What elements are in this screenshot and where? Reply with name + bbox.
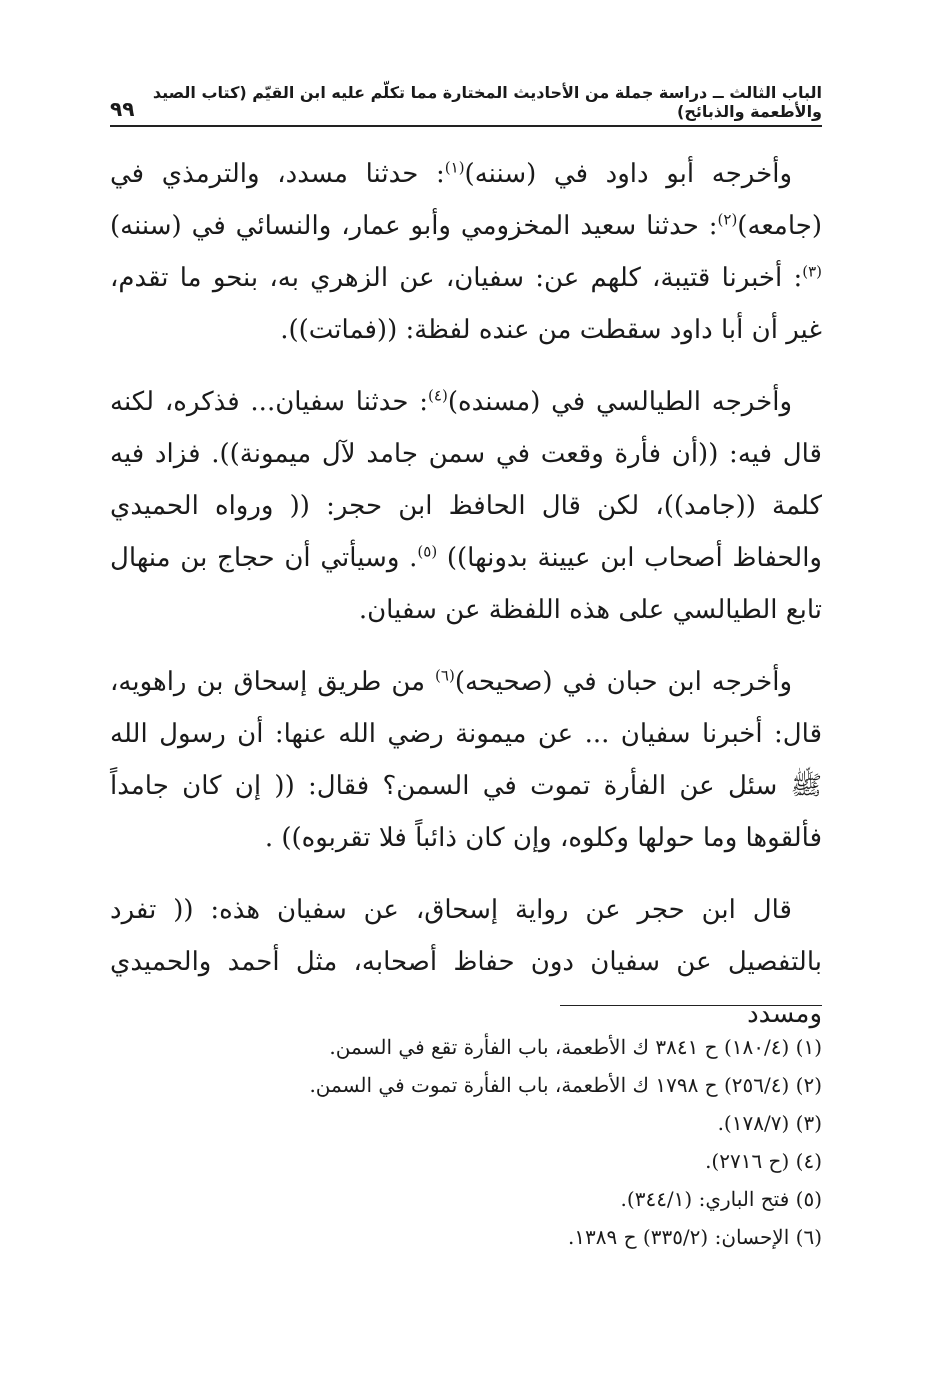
page-number: ٩٩ (110, 97, 135, 121)
footnote-2: (٢) (٢٥٦/٤) ح ١٧٩٨ ك الأطعمة، باب الفأرة تموت في السمن. (309, 1073, 822, 1097)
footnote-reference: (٢) (717, 210, 738, 229)
footnote-5: (٥) فتح الباري: (٣٤٤/١). (620, 1187, 822, 1211)
text-segment: من طريق إسحاق بن راهويه، قال: أخبرنا سفيان ... عن ميمونة رضي الله عنها: أن رسول الله ﷺ سئل عن الفأرة تموت في السمن؟ فقال: (( إن كان جامداً فألقوها وما حولها وكلوه، وإن كان ذائباً فلا تقربوه)) . (110, 667, 822, 853)
footnote-1: (١) (١٨٠/٤) ح ٣٨٤١ ك الأطعمة، باب الفأرة تقع في السمن. (329, 1035, 822, 1059)
text-segment: قال ابن حجر عن رواية إسحاق، عن سفيان هذه: (( تفرد بالتفصيل عن سفيان دون حفاظ أصحابه، مثل أحمد والحميدي ومسدد (110, 895, 822, 1029)
footnote-4: (٤) (ح ٢٧١٦). (705, 1149, 822, 1173)
footnote-reference: (٣) (802, 262, 822, 281)
footnote-reference: (١) (444, 158, 465, 177)
text-segment: وأخرجه ابن حبان في (صحيحه) (454, 667, 792, 697)
footnote-divider (560, 1005, 822, 1006)
text-segment: : حدثنا سعيد المخزومي وأبو عمار، والنسائي في (سننه) (110, 211, 718, 241)
text-segment: : حدثنا سفيان... فذكره، لكنه قال فيه: ((أن فأرة وقعت في سمن جامد لآل ميمونة)). فزاد فيه كلمة ((جامد))، لكن قال الحافظ ابن حجر: (( ورواه الحميدي والحفاظ أصحاب ابن عيينة بدونها)) (110, 387, 822, 573)
footnote-6: (٦) الإحسان: (٣٣٥/٢) ح ١٣٨٩. (567, 1225, 822, 1249)
paragraph (110, 148, 822, 356)
chapter-title: الباب الثالث ــ دراسة جملة من الأحاديث المختارة مما تكلّم عليه ابن القيّم (كتاب الصيد والأطعمة والذبائح) (152, 83, 822, 121)
running-header (110, 83, 822, 127)
footnote-reference: (٦) (435, 666, 455, 685)
footnote-reference: (٥) (417, 542, 438, 561)
paragraph (110, 656, 822, 864)
text-segment: . وسيأتي أن حجاج بن منهال تابع الطيالسي على هذه اللفظة عن سفيان. (110, 543, 822, 625)
paragraph (110, 376, 822, 636)
text-segment: وأخرجه الطيالسي في (مسنده) (447, 387, 793, 417)
text-segment: : حدثنا مسدد، والترمذي في (جامعه) (110, 159, 822, 241)
footnote-reference: (٤) (428, 386, 448, 405)
footnote-3: (٣) (١٧٨/٧). (717, 1111, 822, 1135)
text-segment: وأخرجه أبو داود في (سننه) (464, 159, 792, 189)
text-segment: : أخبرنا قتيبة، كلهم عن: سفيان، عن الزهري به، بنحو ما تقدم، غير أن أبا داود سقطت من عنده لفظة: ((فماتت)). (110, 263, 822, 345)
footnotes (110, 1028, 822, 1256)
main-text (110, 148, 822, 1060)
paragraph (110, 884, 822, 1040)
